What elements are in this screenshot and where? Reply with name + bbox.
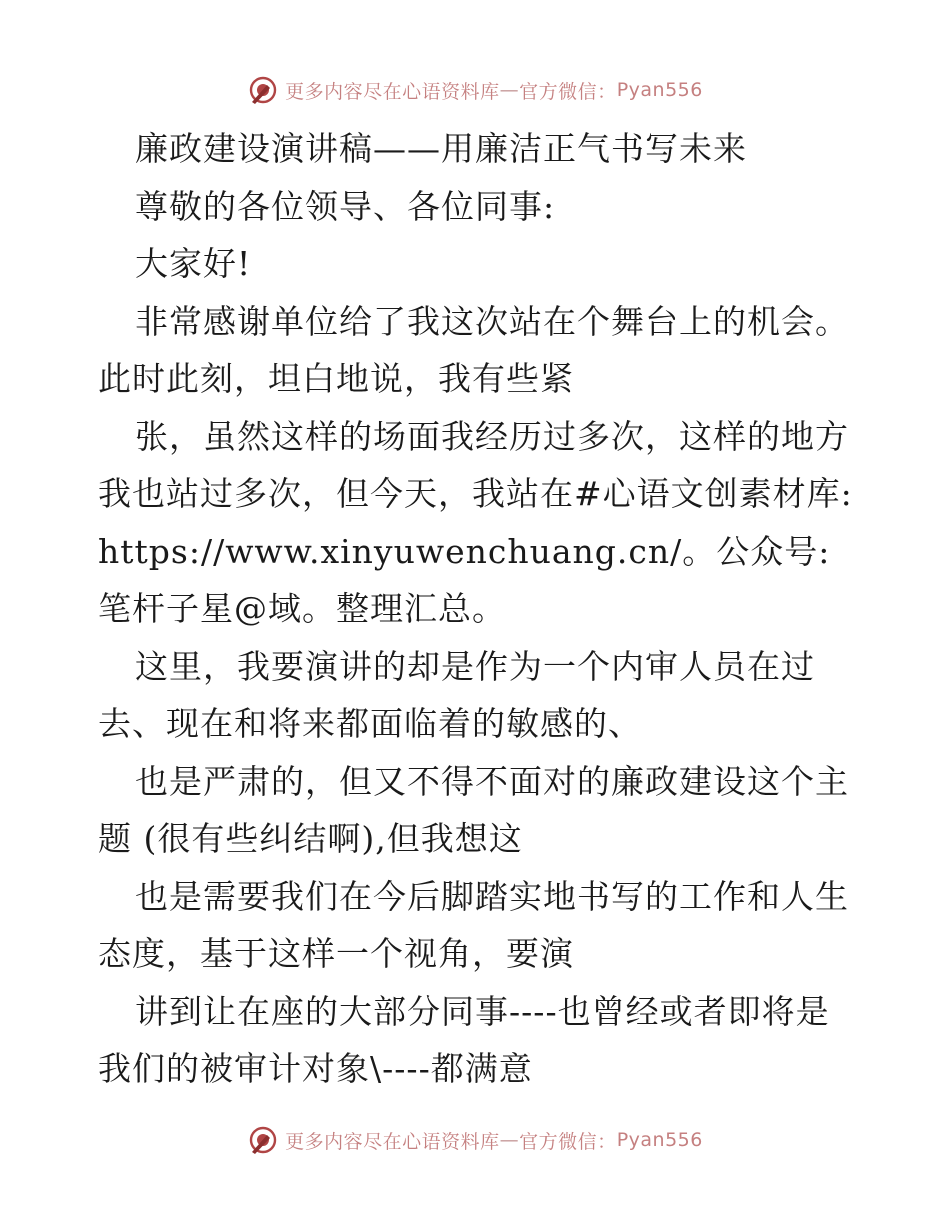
document-body: [98, 120, 865, 1098]
paragraph: 也是严肃的，但又不得不面对的廉政建设这个主题 (很有些纠结啊),但我想这: [98, 761, 849, 858]
banner-wechat-id: Pyan556: [616, 1129, 703, 1151]
banner-title: 更多内容尽在心语资料库: [285, 1130, 500, 1153]
paragraph: 讲到让在座的大部分同事----也曾经或者即将是我们的被审计对象\----都满意: [98, 991, 830, 1088]
header-banner: [0, 70, 950, 110]
banner-separator: —: [499, 1129, 520, 1151]
paragraph: 张，虽然这样的场面我经历过多次，这样的地方我也站过多次，但今天，我站在#心语文创素材库: https://www.xinyuwenchuang.cn/。公众号: 笔杆子星@域。整理汇总。: [98, 416, 865, 628]
banner-official-label: 官方微信：: [519, 1130, 617, 1153]
pen-logo-icon: [247, 1124, 279, 1156]
banner-title: 更多内容尽在心语资料库: [285, 80, 500, 103]
paragraph: 也是需要我们在今后脚踏实地书写的工作和人生态度，基于这样一个视角，要演: [98, 876, 849, 973]
footer-banner: [0, 1120, 950, 1160]
banner-wechat-id: Pyan556: [616, 79, 703, 101]
pen-logo-icon: [247, 74, 279, 106]
salutation: 尊敬的各位领导、各位同事:: [135, 186, 556, 226]
paragraph: 这里，我要演讲的却是作为一个内审人员在过去、现在和将来都面临着的敏感的、: [98, 646, 815, 743]
paragraph: 非常感谢单位给了我这次站在个舞台上的机会。此时此刻，坦白地说，我有些紧: [98, 301, 849, 398]
banner-separator: —: [499, 79, 520, 101]
greeting: 大家好!: [135, 244, 252, 283]
document-title: 廉政建设演讲稿——用廉洁正气书写未来: [135, 129, 747, 168]
banner-official-label: 官方微信：: [519, 80, 617, 103]
